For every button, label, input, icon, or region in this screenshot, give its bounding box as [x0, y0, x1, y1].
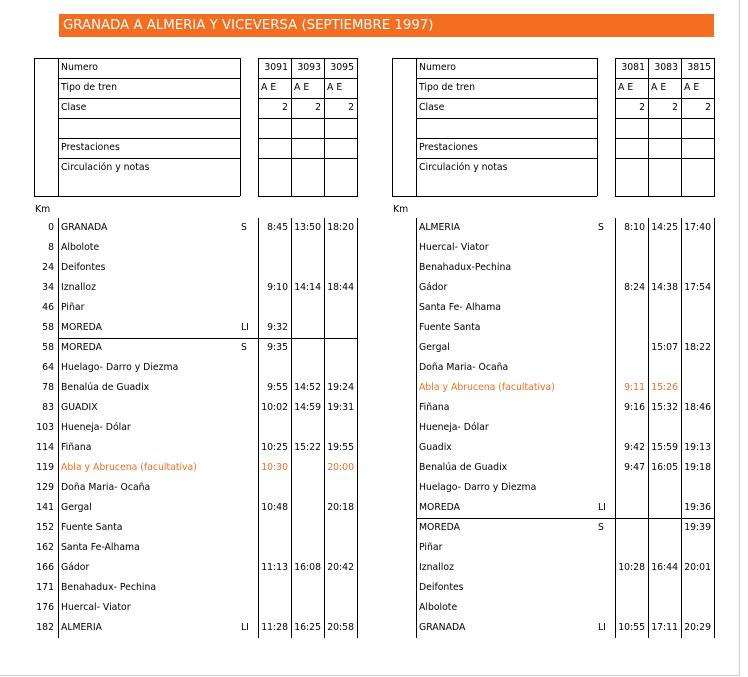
km-value: 34 [42, 282, 54, 293]
km-value: 166 [36, 562, 54, 573]
station-name: Abla y Abrucena (facultativa) [61, 462, 197, 473]
departure-time: 8:24 [624, 282, 645, 293]
header-label [419, 118, 594, 138]
station-name: Santa Fe- Alhama [419, 302, 501, 313]
column-divider [597, 58, 598, 196]
header-rule [34, 196, 58, 197]
station-name: Benahadux- Pechina [61, 582, 157, 593]
table-border [34, 58, 35, 196]
header-rule [615, 138, 715, 139]
departure-time: 14:38 [651, 282, 678, 293]
station-name: Huercal- Viator [419, 242, 489, 253]
departure-time: 19:36 [684, 502, 711, 513]
km-value: 0 [48, 222, 54, 233]
station-name: Huelago- Darro y Diezma [61, 362, 179, 373]
station-name: Iznalloz [61, 282, 96, 293]
station-name: Santa Fe-Alhama [61, 542, 140, 553]
departure-time: 19:31 [327, 402, 354, 413]
departure-time: 13:50 [294, 222, 321, 233]
departure-time: 20:42 [327, 562, 354, 573]
station-name: Deifontes [61, 262, 106, 273]
departure-time: 20:18 [327, 502, 354, 513]
departure-time: 9:10 [267, 282, 288, 293]
departure-time: 9:55 [267, 382, 288, 393]
station-name: Huercal- Viator [61, 602, 131, 613]
train-class: 2 [639, 102, 645, 113]
departure-time: 18:46 [684, 402, 711, 413]
departure-time: 20:00 [327, 462, 354, 473]
train-number: 3081 [621, 62, 645, 73]
departure-time: 10:55 [618, 622, 645, 633]
train-type: A E [618, 82, 634, 93]
station-name: Benalúa de Guadix [419, 462, 508, 473]
station-name: Fiñana [61, 442, 92, 453]
departure-time: 9:47 [624, 462, 645, 473]
km-value: 176 [36, 602, 54, 613]
km-value: 103 [36, 422, 54, 433]
column-divider [357, 218, 358, 638]
train-type: A E [684, 82, 700, 93]
header-label: Clase [61, 102, 87, 113]
station-name: Gergal [61, 502, 92, 513]
departure-time: 10:28 [618, 562, 645, 573]
departure-time: 10:25 [261, 442, 288, 453]
departure-time: 15:32 [651, 402, 678, 413]
header-rule [416, 196, 597, 197]
table-border [392, 58, 393, 196]
station-name: Fiñana [419, 402, 450, 413]
departure-time: 9:32 [267, 322, 288, 333]
header-label: Tipo de tren [61, 82, 117, 93]
departure-time: 19:18 [684, 462, 711, 473]
departure-time: 18:44 [327, 282, 354, 293]
station-name: MOREDA [419, 522, 461, 533]
header-rule [392, 196, 416, 197]
header-label: Prestaciones [61, 142, 120, 153]
station-name: Abla y Abrucena (facultativa) [419, 382, 555, 393]
km-value: 162 [36, 542, 54, 553]
departure-time: 17:11 [651, 622, 678, 633]
km-header: Km [393, 204, 409, 215]
departure-time: 9:16 [624, 402, 645, 413]
station-name: Doña Maria- Ocaña [419, 362, 509, 373]
km-value: 119 [36, 462, 54, 473]
station-name: MOREDA [61, 342, 103, 353]
train-number: 3091 [264, 62, 288, 73]
station-name: Albolote [61, 242, 100, 253]
train-number: 3095 [330, 62, 354, 73]
station-name: Albolote [419, 602, 458, 613]
train-type: A E [294, 82, 310, 93]
page-title: GRANADA A ALMERIA Y VICEVERSA (SEPTIEMBRE 1997) [59, 14, 714, 37]
train-number: 3083 [654, 62, 678, 73]
station-name: ALMERIA [419, 222, 460, 233]
departure-time: 10:48 [261, 502, 288, 513]
station-name: GRANADA [61, 222, 108, 233]
column-divider [58, 218, 59, 638]
departure-time: 9:42 [624, 442, 645, 453]
km-value: 8 [48, 242, 54, 253]
departure-time: 19:13 [684, 442, 711, 453]
departure-time: 20:01 [684, 562, 711, 573]
station-mark: LI [241, 622, 249, 633]
station-mark: LI [241, 322, 249, 333]
departure-time: 14:52 [294, 382, 321, 393]
station-mark: S [598, 522, 604, 533]
station-name: MOREDA [419, 502, 461, 513]
station-mark: LI [598, 622, 606, 633]
km-value: 58 [42, 342, 54, 353]
header-rule [615, 118, 715, 119]
station-name: Fuente Santa [61, 522, 123, 533]
km-value: 83 [42, 402, 54, 413]
station-mark: S [598, 222, 604, 233]
departure-time: 16:05 [651, 462, 678, 473]
station-name: GUADIX [61, 402, 98, 413]
station-name: Gádor [419, 282, 448, 293]
header-rule [258, 158, 358, 159]
station-name: Doña Maria- Ocaña [61, 482, 151, 493]
station-name: Gádor [61, 562, 90, 573]
train-class: 2 [672, 102, 678, 113]
departure-time: 8:10 [624, 222, 645, 233]
header-rule [58, 196, 240, 197]
station-name: MOREDA [61, 322, 103, 333]
station-name: Gergal [419, 342, 450, 353]
header-label: Numero [419, 62, 456, 73]
km-value: 129 [36, 482, 54, 493]
km-value: 182 [36, 622, 54, 633]
km-value: 64 [42, 362, 54, 373]
station-name: Piñar [419, 542, 443, 553]
departure-time: 14:14 [294, 282, 321, 293]
departure-time: 14:59 [294, 402, 321, 413]
departure-time: 18:20 [327, 222, 354, 233]
departure-time: 20:29 [684, 622, 711, 633]
train-number: 3093 [297, 62, 321, 73]
train-type: A E [651, 82, 667, 93]
column-divider [240, 58, 241, 196]
departure-time: 18:22 [684, 342, 711, 353]
departure-time: 16:25 [294, 622, 321, 633]
header-rule [258, 138, 358, 139]
header-label [61, 118, 237, 138]
station-name: Fuente Santa [419, 322, 481, 333]
column-divider [416, 218, 417, 638]
station-name: GRANADA [419, 622, 466, 633]
header-rule [34, 58, 58, 59]
station-name: Benalúa de Guadix [61, 382, 150, 393]
departure-time: 10:30 [261, 462, 288, 473]
km-value: 152 [36, 522, 54, 533]
station-mark: S [241, 342, 247, 353]
km-value: 58 [42, 322, 54, 333]
train-class: 2 [348, 102, 354, 113]
station-name: Hueneja- Dólar [419, 422, 489, 433]
departure-time: 14:25 [651, 222, 678, 233]
header-label: Numero [61, 62, 98, 73]
station-name: Iznalloz [419, 562, 454, 573]
km-value: 24 [42, 262, 54, 273]
departure-time: 15:22 [294, 442, 321, 453]
station-name: Piñar [61, 302, 85, 313]
departure-time: 15:59 [651, 442, 678, 453]
station-name: Deifontes [419, 582, 464, 593]
station-name: Benahadux-Pechina [419, 262, 512, 273]
header-rule [258, 196, 358, 197]
header-rule [615, 196, 715, 197]
station-name: ALMERIA [61, 622, 102, 633]
train-class: 2 [705, 102, 711, 113]
station-name: Hueneja- Dólar [61, 422, 131, 433]
departure-time: 11:13 [261, 562, 288, 573]
train-type: A E [327, 82, 343, 93]
departure-time: 11:28 [261, 622, 288, 633]
km-value: 78 [42, 382, 54, 393]
departure-time: 16:08 [294, 562, 321, 573]
km-header: Km [35, 204, 51, 215]
header-label: Circulación y notas [61, 162, 150, 173]
departure-time: 19:55 [327, 442, 354, 453]
km-value: 141 [36, 502, 54, 513]
train-class: 2 [282, 102, 288, 113]
station-mark: LI [598, 502, 606, 513]
station-mark: S [241, 222, 247, 233]
train-number: 3815 [687, 62, 711, 73]
km-value: 171 [36, 582, 54, 593]
departure-time: 10:02 [261, 402, 288, 413]
departure-time: 15:07 [651, 342, 678, 353]
column-divider [714, 218, 715, 638]
departure-time: 9:35 [267, 342, 288, 353]
train-class: 2 [315, 102, 321, 113]
departure-time: 20:58 [327, 622, 354, 633]
header-rule [258, 118, 358, 119]
train-type: A E [261, 82, 277, 93]
header-rule [615, 158, 715, 159]
km-value: 46 [42, 302, 54, 313]
header-label: Clase [419, 102, 445, 113]
km-value: 114 [36, 442, 54, 453]
departure-time: 17:54 [684, 282, 711, 293]
header-label: Circulación y notas [419, 162, 508, 173]
station-name: Guadix [419, 442, 452, 453]
departure-time: 9:11 [624, 382, 645, 393]
departure-time: 19:24 [327, 382, 354, 393]
departure-time: 17:40 [684, 222, 711, 233]
departure-time: 16:44 [651, 562, 678, 573]
header-label: Prestaciones [419, 142, 478, 153]
header-rule [392, 58, 416, 59]
header-label: Tipo de tren [419, 82, 475, 93]
departure-time: 15:26 [651, 382, 678, 393]
departure-time: 8:45 [267, 222, 288, 233]
station-name: Huelago- Darro y Diezma [419, 482, 537, 493]
departure-time: 19:39 [684, 522, 711, 533]
